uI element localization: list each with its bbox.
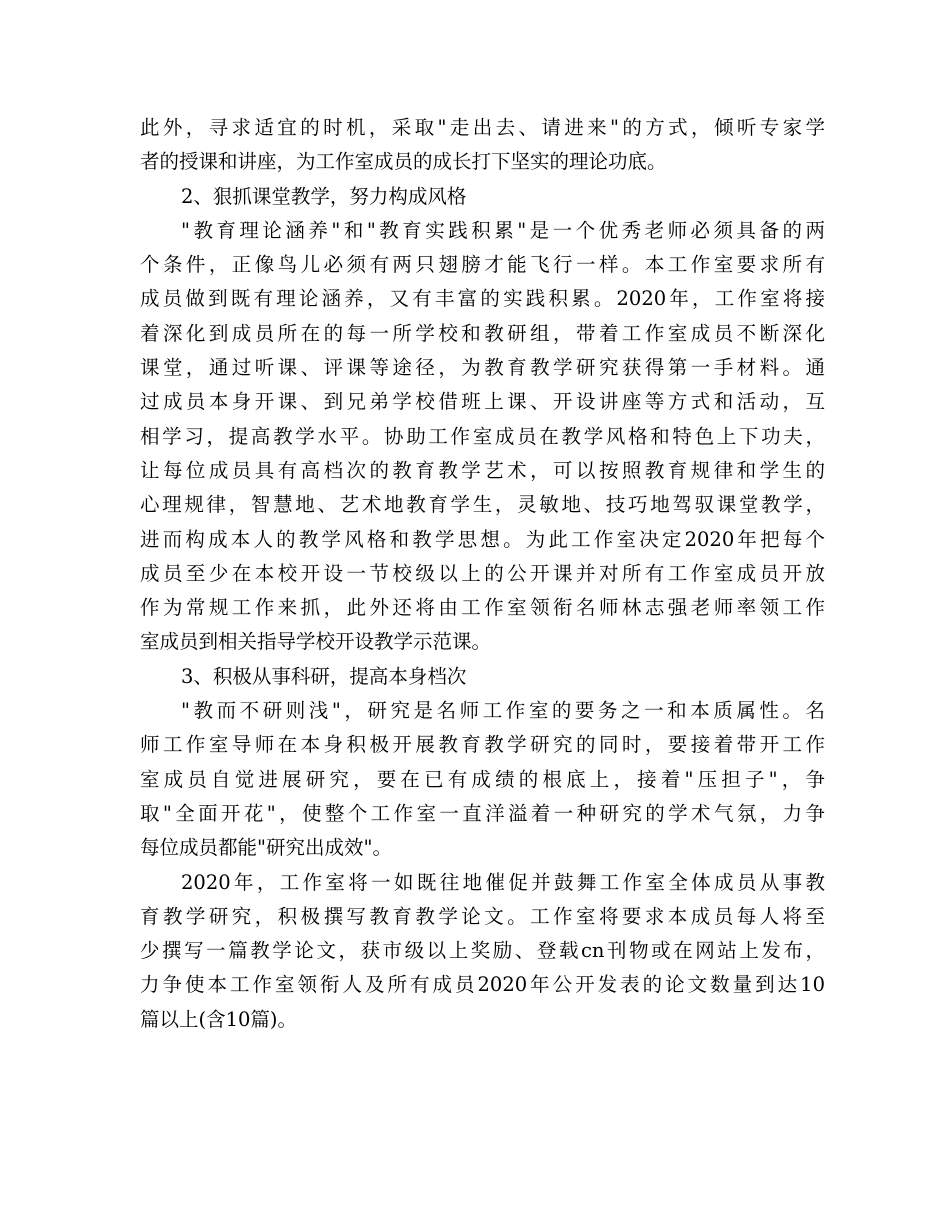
text-line: 每位成员都能"研究出成效"。 (140, 836, 392, 860)
text-line: 取"全面开花"，使整个工作室一直洋溢着一种研究的学术气氛，力争 (140, 801, 825, 825)
text-line: "教育理论涵养"和"教育实践积累"是一个优秀老师必须具备的两 (181, 218, 825, 242)
text-line: 成员至少在本校开设一节校级以上的公开课并对所有工作室成员开放 (140, 561, 825, 585)
text-line: 者的授课和讲座，为工作室成员的成长打下坚实的理论功底。 (140, 150, 667, 174)
paragraph-classroom-teaching (140, 214, 825, 660)
text-line: 成员做到既有理论涵养，又有丰富的实践积累。2020年，工作室将接 (140, 287, 825, 311)
text-line: 室成员到相关指导学校开设教学示范课。 (140, 630, 492, 654)
section-heading-text: 3、积极从事科研，提高本身档次 (181, 664, 467, 688)
text-line: 此外，寻求适宜的时机，采取"走出去、请进来"的方式，倾听专家学 (140, 116, 825, 139)
text-line: 育教学研究，积极撰写教育教学论文。工作室将要求本成员每人将至 (140, 904, 825, 928)
section-heading-text: 2、狠抓课堂教学，努力构成风格 (181, 184, 467, 208)
text-line: 进而构成本人的教学风格和教学思想。为此工作室决定2020年把每个 (140, 527, 825, 551)
paragraph-papers (140, 866, 825, 1037)
paragraph-intro (140, 111, 825, 180)
document-page (140, 111, 825, 1037)
text-line: 2020年，工作室将一如既往地催促并鼓舞工作室全体成员从事教 (181, 870, 825, 894)
paragraph-research (140, 694, 825, 865)
section-heading-2 (140, 180, 825, 214)
text-line: 相学习，提高教学水平。协助工作室成员在教学风格和特色上下功夫， (140, 424, 825, 448)
text-line: 心理规律，智慧地、艺术地教育学生，灵敏地、技巧地驾驭课堂教学， (140, 493, 825, 517)
text-line: 着深化到成员所在的每一所学校和教研组，带着工作室成员不断深化 (140, 321, 825, 345)
text-line: "教而不研则浅"，研究是名师工作室的要务之一和本质属性。名 (181, 699, 825, 723)
section-heading-3 (140, 660, 825, 694)
text-line: 师工作室导师在本身积极开展教育教学研究的同时，要接着带开工作 (140, 733, 825, 757)
text-line: 室成员自觉进展研究，要在已有成绩的根底上，接着"压担子"，争 (140, 767, 825, 791)
text-line: 篇以上(含10篇)。 (140, 1007, 298, 1031)
text-line: 少撰写一篇教学论文，获市级以上奖励、登载cn刊物或在网站上发布， (140, 939, 825, 963)
text-line: 过成员本身开课、到兄弟学校借班上课、开设讲座等方式和活动，互 (140, 390, 825, 414)
text-line: 个条件，正像鸟儿必须有两只翅膀才能飞行一样。本工作室要求所有 (140, 253, 825, 277)
text-line: 课堂，通过听课、评课等途径，为教育教学研究获得第一手材料。通 (140, 356, 825, 380)
text-line: 让每位成员具有高档次的教育教学艺术，可以按照教育规律和学生的 (140, 458, 825, 482)
text-line: 作为常规工作来抓，此外还将由工作室领衔名师林志强老师率领工作 (140, 596, 825, 620)
text-line: 力争使本工作室领衔人及所有成员2020年公开发表的论文数量到达10 (140, 973, 825, 997)
